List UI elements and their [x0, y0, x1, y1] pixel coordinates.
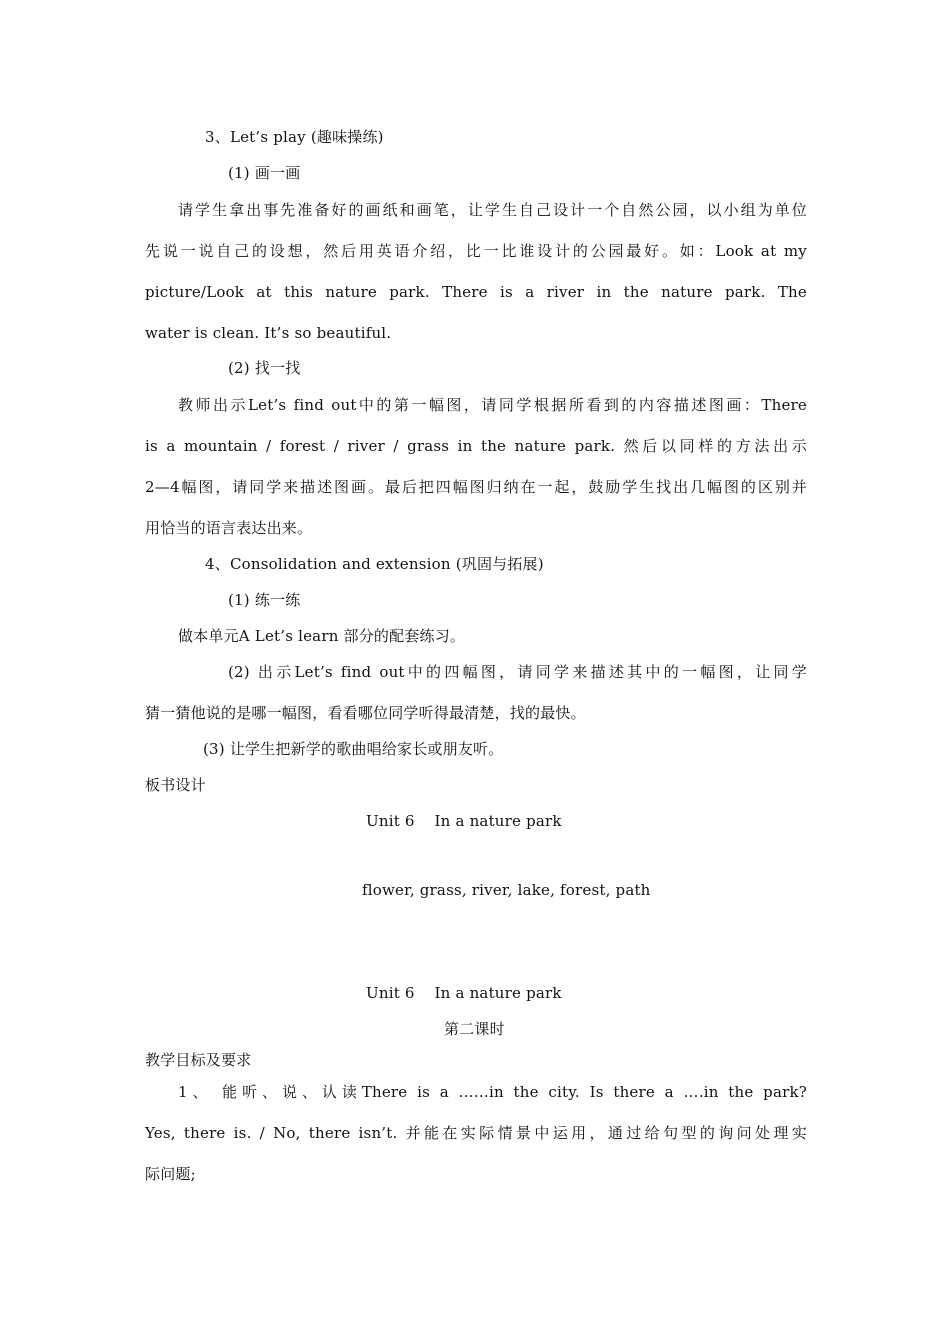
goal-1-line-3: 际问题; [145, 1165, 196, 1183]
section-3-para-2-line-3: 2—4幅图，请同学来描述图画。最后把四幅图归纳在一起，鼓励学生找出几幅图的区别并 [145, 478, 807, 496]
section-3-para-1-line-3: picture/Look at this nature park. There is a river in the nature park. The [145, 283, 807, 301]
section-3-para-2-line-4: 用恰当的语言表达出来。 [145, 519, 313, 537]
section-4-item-2-line-1: (2) 出示Let’s find out中的四幅图，请同学来描述其中的一幅图，让同学 [228, 663, 807, 681]
goal-1-line-2: Yes, there is. / No, there isn’t. 并能在实际情景中运用，通过给句型的询问处理实 [145, 1124, 807, 1142]
section-3-heading: 3、Let’s play (趣味操练) [205, 128, 384, 146]
lesson-2-unit-title: Unit 6 In a nature park [366, 984, 562, 1002]
section-3-para-2-line-2: is a mountain / forest / river / grass in the nature park. 然后以同样的方法出示 [145, 437, 807, 455]
goals-heading: 教学目标及要求 [145, 1051, 252, 1069]
section-3-para-2-line-1: 教师出示Let’s find out中的第一幅图，请同学根据所看到的内容描述图画：There [178, 396, 807, 414]
goal-1-line-1: 1、 能听、说、认读There is a ……in the city. Is there a ….in the park? [178, 1083, 807, 1101]
board-unit-title: Unit 6 In a nature park [366, 812, 562, 830]
section-4-heading: 4、Consolidation and extension (巩固与拓展) [205, 555, 544, 573]
section-4-item-1-text: 做本单元A Let’s learn 部分的配套练习。 [178, 627, 466, 645]
section-3-item-1-label: (1) 画一画 [228, 164, 301, 182]
section-4-item-2-line-2: 猜一猜他说的是哪一幅图，看看哪位同学听得最清楚，找的最快。 [145, 704, 586, 722]
lesson-2-subtitle: 第二课时 [444, 1020, 505, 1038]
board-vocabulary: flower, grass, river, lake, forest, path [362, 881, 651, 899]
section-4-item-3: (3) 让学生把新学的歌曲唱给家长或朋友听。 [203, 740, 504, 758]
section-3-para-1-line-1: 请学生拿出事先准备好的画纸和画笔，让学生自己设计一个自然公园，以小组为单位 [178, 201, 807, 219]
section-3-item-2-label: (2) 找一找 [228, 359, 301, 377]
section-3-para-1-line-4: water is clean. It’s so beautiful. [145, 324, 392, 342]
board-design-heading: 板书设计 [145, 776, 206, 794]
section-3-para-1-line-2: 先说一说自己的设想，然后用英语介绍，比一比谁设计的公园最好。如：Look at my [145, 242, 807, 260]
section-4-item-1-label: (1) 练一练 [228, 591, 301, 609]
